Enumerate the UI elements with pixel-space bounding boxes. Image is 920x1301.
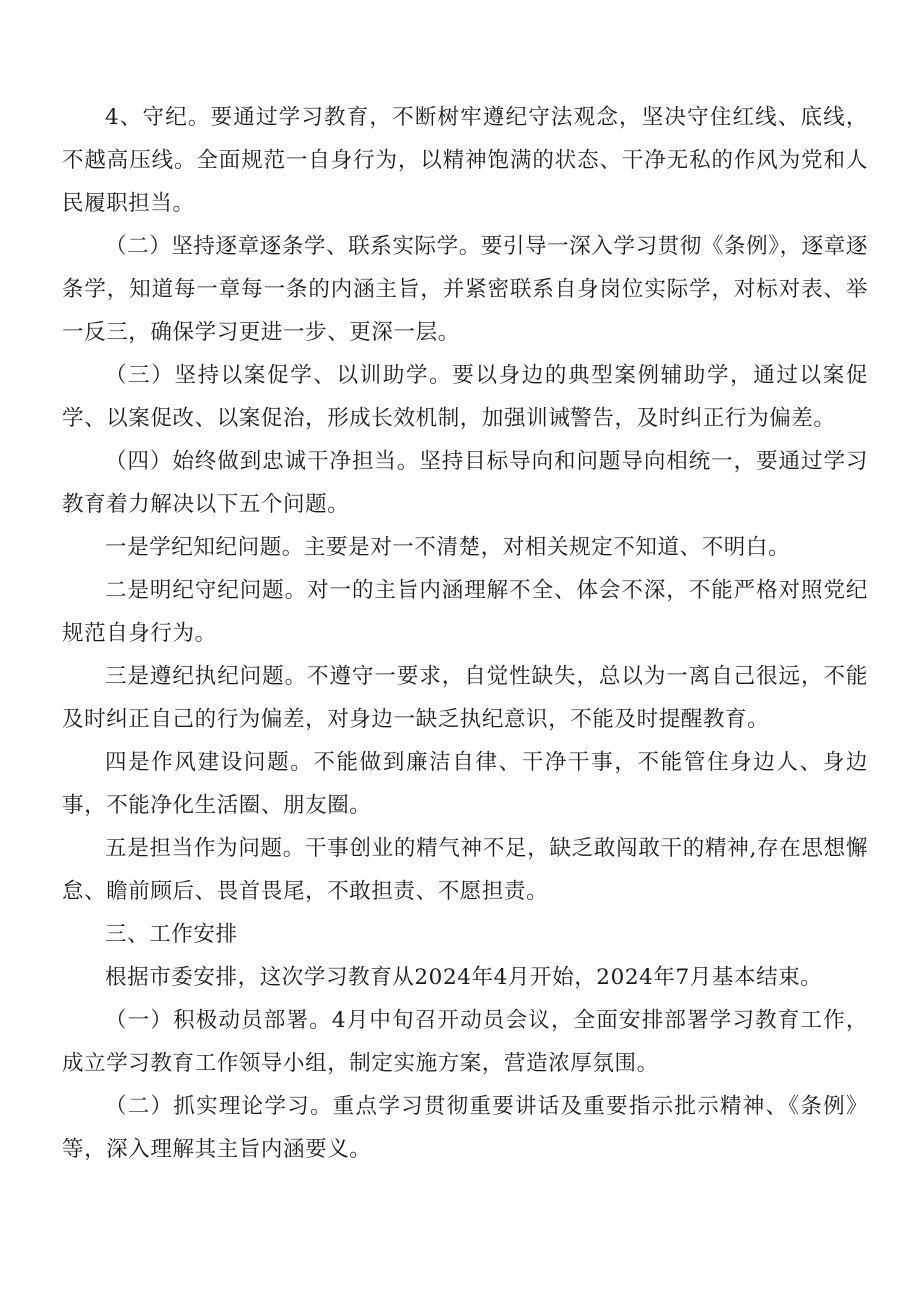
paragraph-schedule: 根据市委安排，这次学习教育从2024年4月开始，2024年7月基本结束。 (105, 965, 823, 990)
document-body (62, 96, 868, 1171)
paragraph-discipline: 4、守纪。要通过学习教育，不断树牢遵纪守法观念，坚决守住红线、底线，不越高压线。全面规范一自身行为，以精神饱满的状态、干净无私的作风为党和人民履职担当。 (62, 105, 868, 216)
paragraph-problem-2: 二是明纪守纪问题。对一的主旨内涵理解不全、体会不深，不能严格对照党纪规范自身行为。 (62, 578, 868, 646)
paragraph-mobilization: （一）积极动员部署。4月中旬召开动员会议，全面安排部署学习教育工作，成立学习教育工作领导小组，制定实施方案，营造浓厚氛围。 (62, 1008, 868, 1076)
paragraph-theory-study: （二）抓实理论学习。重点学习贯彻重要讲话及重要指示批示精神、《条例》等，深入理解其主旨内涵要义。 (62, 1094, 868, 1162)
paragraph-case-study: （三）坚持以案促学、以训助学。要以身边的典型案例辅助学，通过以案促学、以案促改、以案促治，形成长效机制，加强训诫警告，及时纠正行为偏差。 (62, 363, 868, 431)
paragraph-loyalty: （四）始终做到忠诚干净担当。坚持目标导向和问题导向相统一，要通过学习教育着力解决以下五个问题。 (62, 449, 868, 517)
paragraph-problem-1: 一是学纪知纪问题。主要是对一不清楚，对相关规定不知道、不明白。 (105, 535, 791, 560)
paragraph-problem-4: 四是作风建设问题。不能做到廉洁自律、干净干事，不能管住身边人、身边事，不能净化生活圈、朋友圈。 (62, 750, 868, 818)
section-heading-work-arrangement: 三、工作安排 (105, 922, 238, 947)
paragraph-study-by-chapter: （二）坚持逐章逐条学、联系实际学。要引导一深入学习贯彻《条例》，逐章逐条学，知道每一章每一条的内涵主旨，并紧密联系自身岗位实际学，对标对表、举一反三，确保学习更进一步、更深一层。 (62, 234, 868, 345)
paragraph-problem-5: 五是担当作为问题。干事创业的精气神不足，缺乏敢闯敢干的精神,存在思想懈怠、瞻前顾后、畏首畏尾，不敢担责、不愿担责。 (62, 836, 868, 904)
paragraph-problem-3: 三是遵纪执纪问题。不遵守一要求，自觉性缺失，总以为一离自己很远，不能及时纠正自己的行为偏差，对身边一缺乏执纪意识，不能及时提醒教育。 (62, 664, 868, 732)
